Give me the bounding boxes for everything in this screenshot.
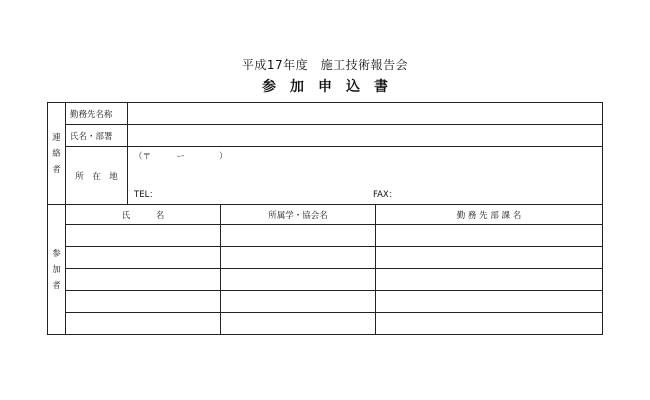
table-row xyxy=(48,313,603,335)
participant-name-field[interactable] xyxy=(66,225,221,247)
participant-name-field[interactable] xyxy=(66,313,221,335)
table-row xyxy=(48,269,603,291)
postal-code-text: （〒 ー ） xyxy=(134,152,228,162)
participant-department-field[interactable] xyxy=(376,291,603,313)
participant-department-field[interactable] xyxy=(376,247,603,269)
form-title: 平成17年度 施工技術報告会 xyxy=(241,58,409,72)
name-department-label: 氏名・部署 xyxy=(66,125,128,147)
header-department: 勤 務 先 部 課 名 xyxy=(376,205,603,225)
participant-department-field[interactable] xyxy=(376,225,603,247)
participant-department-field[interactable] xyxy=(376,313,603,335)
participant-name-field[interactable] xyxy=(66,291,221,313)
company-name-field[interactable] xyxy=(128,103,603,125)
form-subtitle: 参加申込書 xyxy=(262,79,402,95)
table-row xyxy=(48,291,603,313)
table-row xyxy=(48,225,603,247)
participant-association-field[interactable] xyxy=(221,291,376,313)
participant-department-field[interactable] xyxy=(376,269,603,291)
participant-name-field[interactable] xyxy=(66,247,221,269)
table-row xyxy=(48,247,603,269)
address-field[interactable] xyxy=(128,147,603,205)
company-name-label: 勤務先名称 xyxy=(66,103,128,125)
contact-section-label: 連 絡 者 xyxy=(48,103,66,205)
fax-label: FAX： xyxy=(373,190,398,200)
application-table xyxy=(47,102,603,335)
participant-association-field[interactable] xyxy=(221,269,376,291)
participants-section-label: 参 加 者 xyxy=(48,205,66,335)
participant-association-field[interactable] xyxy=(221,313,376,335)
address-label: 所 在 地 xyxy=(66,147,128,205)
name-department-field[interactable] xyxy=(128,125,603,147)
participant-association-field[interactable] xyxy=(221,225,376,247)
participant-association-field[interactable] xyxy=(221,247,376,269)
tel-label: TEL： xyxy=(134,190,158,200)
header-name: 氏 名 xyxy=(66,205,221,225)
participant-name-field[interactable] xyxy=(66,269,221,291)
header-association: 所属学・協会名 xyxy=(221,205,376,225)
